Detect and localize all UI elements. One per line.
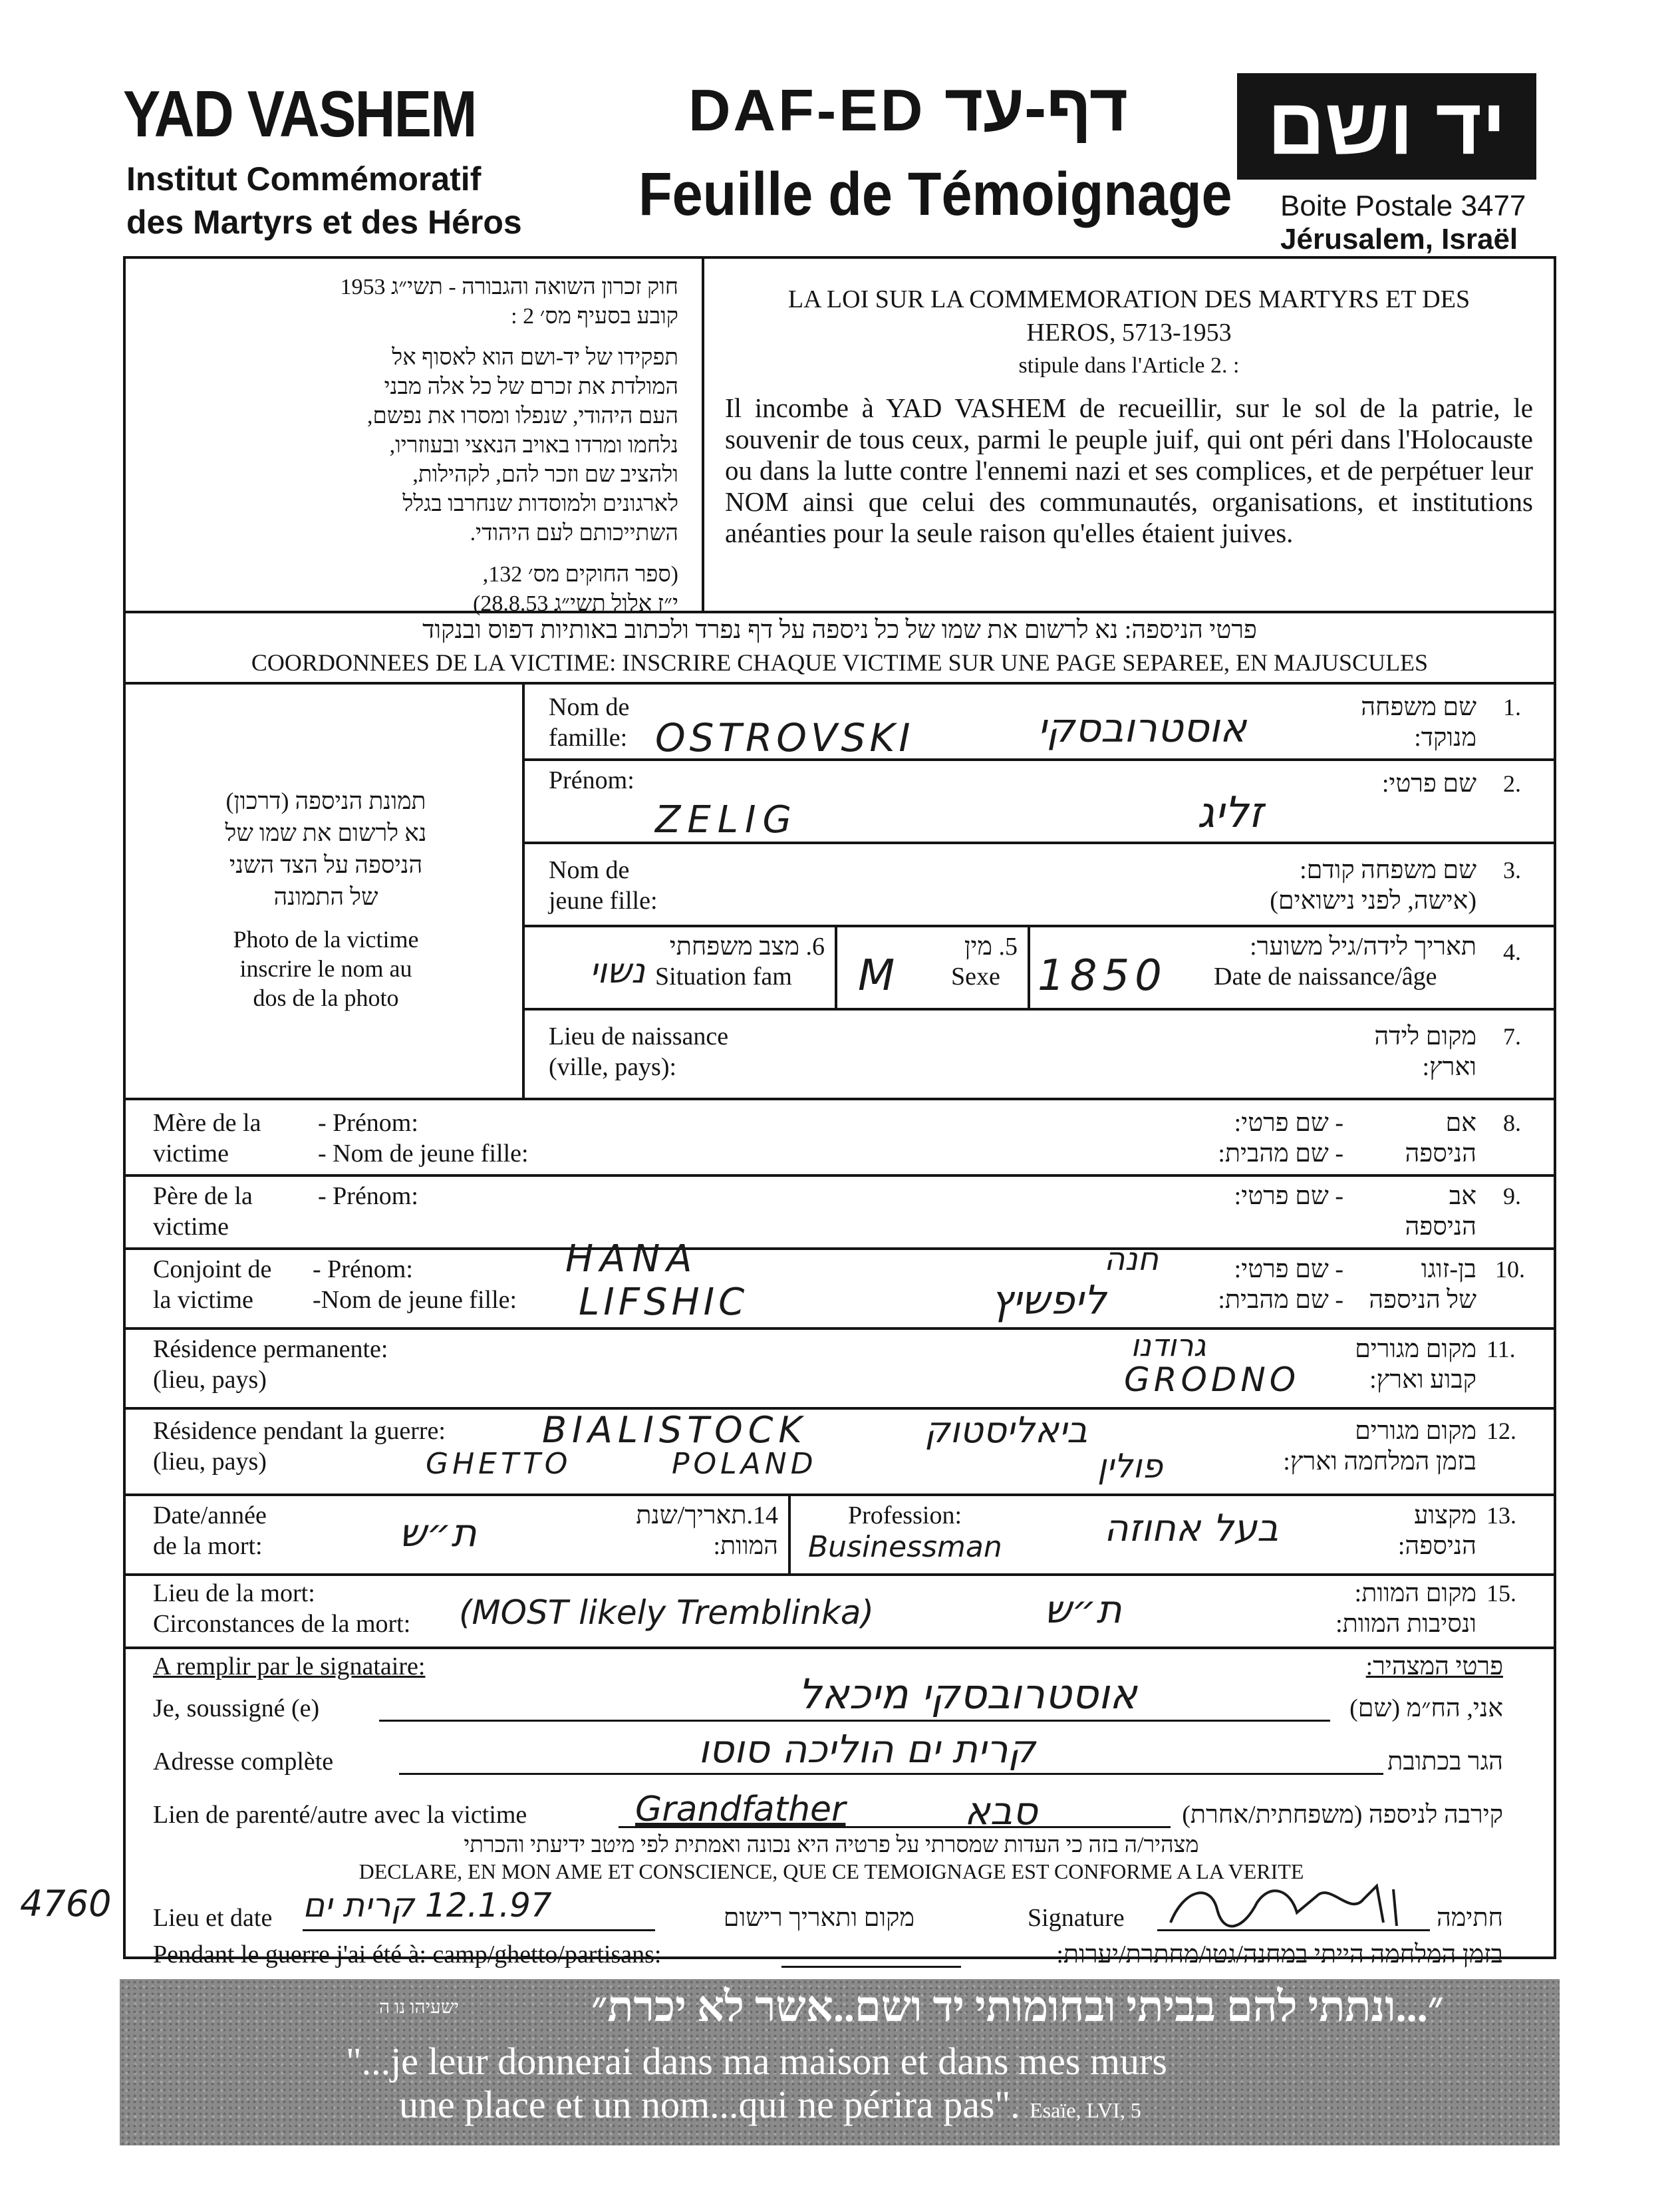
law-he-line: קובע בסעיף מס׳ 2 : (511, 304, 678, 329)
signature-scribble (1157, 1876, 1423, 1936)
sex-label-fr: Sexe (951, 963, 1000, 991)
row-line (123, 1646, 1556, 1649)
maiden-name-label-fr (549, 855, 658, 916)
profession-label-fr: Profession: (848, 1501, 962, 1529)
law-he-line: נלחמו ומרדו באויב הנאצי ובעוזריו, (389, 433, 678, 458)
dob-label-fr: Date de naissance/âge (1214, 963, 1437, 991)
spouse-name-labels-fr (313, 1254, 517, 1315)
law-hebrew-text (140, 273, 678, 619)
place-date-line (303, 1929, 655, 1931)
footer-quote-fr-1: "...je leur donnerai dans ma maison et dans mes murs (346, 2040, 1167, 2083)
war-residence-value-he-country[interactable]: פולין (1097, 1447, 1163, 1486)
war-residence-value-country[interactable]: POLAND (672, 1447, 817, 1481)
law-french-title (715, 283, 1543, 383)
war-residence-value-ghetto[interactable]: GHETTO (426, 1447, 572, 1481)
address-label-fr: Adresse complète (153, 1748, 334, 1776)
relation-label-he: קירבה לניספה (משפחתית/אחרת) (1182, 1801, 1503, 1829)
field-number: 12. (1486, 1418, 1516, 1444)
label-line: מקום מגורים (1355, 1417, 1476, 1445)
label-line: Conjoint de (153, 1255, 272, 1283)
org-subtitle-1: Institut Commémoratif (126, 160, 482, 198)
death-date-label-he (599, 1500, 778, 1561)
law-he-line: העם היהודי, שנפלו ומסרו את נפשם, (367, 404, 678, 428)
mother-label-he (1370, 1108, 1476, 1169)
victim-header-fr: COORDONNEES DE LA VICTIME: INSCRIRE CHAQUE VICTIME SUR UNE PAGE SEPAREE, EN MAJUSCULES (251, 649, 1429, 676)
sex-label-he: 5. מין (964, 933, 1018, 961)
signature-label-fr: Signature (1028, 1904, 1125, 1932)
death-place-label-he (1277, 1578, 1476, 1639)
signer-name-label-fr: Je, soussigné (e) (153, 1694, 320, 1722)
label-line: Circonstances de la mort: (153, 1610, 411, 1638)
spouse-label-fr (153, 1254, 271, 1315)
label-line: - Prénom: (318, 1109, 418, 1137)
label-line: - Prénom: (313, 1255, 413, 1283)
label-line: Nom de (549, 856, 630, 884)
father-label-he (1370, 1181, 1476, 1242)
field-number: 9. (1503, 1183, 1521, 1209)
war-residence-value-city[interactable]: BIALISTOCK (542, 1409, 807, 1451)
address-value[interactable]: קרית ים הוליכה סוסו (698, 1726, 1036, 1772)
field-number: 2. (1503, 770, 1521, 797)
death-date-label-fr (153, 1500, 267, 1561)
profession-value-he[interactable]: בעל אחוזה (1104, 1507, 1279, 1550)
form-code-fr: DAF-ED (688, 77, 926, 143)
spouse-maiden-name-value[interactable]: LIFSHIC (579, 1281, 749, 1324)
row-line (522, 842, 1556, 844)
law-he-line: המולדת את זכרם של כל אלה מבני (384, 375, 678, 399)
label-line: הניספה (1405, 1213, 1476, 1241)
label-line: אב (1449, 1182, 1476, 1210)
footer-ref-fr: Esaïe, LVI, 5 (1030, 2098, 1141, 2122)
label-line: (ville, pays): (549, 1053, 677, 1081)
row-line (123, 1327, 1556, 1330)
relation-value[interactable]: Grandfather (635, 1790, 846, 1829)
father-name-label-fr: - Prénom: (318, 1182, 418, 1210)
field-number: 8. (1503, 1110, 1521, 1136)
father-label-fr (153, 1181, 253, 1242)
death-date-value[interactable]: ת״ש (399, 1510, 477, 1555)
label-line: מקצוע (1414, 1501, 1476, 1529)
sex-value[interactable]: M (858, 951, 895, 1001)
field-number: 10. (1495, 1256, 1525, 1283)
field-number: 3. (1503, 857, 1521, 883)
maiden-name-label-he (1131, 855, 1476, 916)
label-line: קבוע וארץ: (1369, 1366, 1476, 1394)
label-line: victime (153, 1140, 229, 1168)
law-he-line: השתייכותם לעם היהודי. (470, 521, 678, 546)
po-box: Boite Postale 3477 (1280, 190, 1526, 222)
war-residence-label-fr (153, 1416, 446, 1477)
place-date-value[interactable]: 12.1.97 קרית ים (303, 1886, 552, 1925)
row-line (123, 1573, 1556, 1576)
label-line: victime (153, 1213, 229, 1241)
label-line: - שם מהבית: (1218, 1286, 1343, 1314)
law-fr-title-line: stipule dans l'Article 2. : (1018, 353, 1240, 378)
signer-name-line (379, 1720, 1330, 1722)
first-name-value-he[interactable]: זליג (1197, 788, 1264, 838)
label-line: אם (1445, 1109, 1476, 1137)
photo-fr-line: inscrire le nom au (239, 955, 412, 982)
label-line: - Nom de jeune fille: (318, 1140, 529, 1168)
label-line: מקום לידה (1374, 1022, 1476, 1050)
field-number: 4. (1503, 939, 1521, 965)
city: Jérusalem, Israël (1280, 223, 1518, 255)
label-line: מקום המוות: (1354, 1579, 1476, 1607)
war-location-label-fr: Pendant le guerre j'ai été à: camp/ghetto/partisans: (153, 1941, 662, 1968)
war-location-label-he: בזמן המלחמה הייתי במחנה/גטו/מחתרת/יערות: (1056, 1941, 1503, 1968)
dob-label-he: תאריך לידה/גיל משוער: (1250, 933, 1476, 961)
label-line: Mère de la (153, 1109, 261, 1137)
label-line: וארץ: (1422, 1053, 1476, 1081)
label-line: הניספה (1405, 1140, 1476, 1168)
label-line: jeune fille: (549, 887, 658, 915)
label-line: של הניספה (1369, 1286, 1476, 1314)
profession-label-he (1370, 1500, 1476, 1561)
label-line: 14.תאריך/שנת (636, 1501, 778, 1529)
label-line: famille: (549, 724, 628, 752)
first-name-value[interactable]: ZELIG (655, 798, 798, 842)
label-line: Résidence permanente: (153, 1335, 388, 1363)
birthplace-label-fr (549, 1021, 728, 1082)
logo-yad-vashem: יד ושם (1237, 73, 1536, 180)
label-line: Lieu de naissance (549, 1022, 729, 1050)
law-he-line: לארגונים ולמוסדות שנחרבו בגלל (402, 492, 678, 516)
family-name-value[interactable]: OSTROVSKI (655, 715, 914, 760)
footer-quote-fr-2-text: une place et un nom...qui ne périra pas". (399, 2083, 1020, 2126)
mother-label-fr (153, 1108, 261, 1169)
declaration-fr: DECLARE, EN MON AME ET CONSCIENCE, QUE CE TEMOIGNAGE EST CONFORME A LA VERITE (358, 1859, 1304, 1883)
permanent-residence-label-he (1317, 1334, 1476, 1395)
photo-he-line: הניספה על הצד השני (229, 852, 423, 878)
address-line (399, 1773, 1383, 1775)
law-fr-title-line: HEROS, 5713-1953 (1026, 319, 1232, 347)
photo-instructions-fr (166, 925, 486, 1013)
law-he-line: ולהציב שם וזכר להם, לקהילות, (412, 462, 678, 487)
law-he-line: תפקידו של יד-ושם הוא לאסוף אל (392, 345, 678, 370)
org-subtitle-2: des Martyrs et des Héros (126, 204, 522, 241)
marital-status-value[interactable]: נשוי (589, 951, 645, 991)
cell-divider (835, 925, 837, 1008)
label-line: Nom de (549, 693, 630, 721)
row-line (123, 1407, 1556, 1410)
label-line: -Nom de jeune fille: (313, 1286, 517, 1314)
field-number: 7. (1503, 1023, 1521, 1050)
relation-label-fr: Lien de parenté/autre avec la victime (153, 1801, 527, 1829)
spouse-maiden-name-value-he[interactable]: ליפשיץ (991, 1277, 1107, 1324)
footer-ref-he: ישעיהו נו ה (379, 1997, 459, 2018)
label-line: (lieu, pays) (153, 1448, 267, 1476)
law-divider (702, 256, 704, 612)
signature-label-he: חתימה (1436, 1904, 1503, 1932)
war-residence-value-he-city[interactable]: ביאליסטוק (924, 1409, 1088, 1451)
law-he-line: (ספר החוקים מס׳ 132, (482, 562, 678, 587)
field-number: 11. (1486, 1336, 1516, 1362)
signer-section-title: A remplir par le signataire: (153, 1652, 426, 1680)
photo-fr-line: dos de la photo (253, 985, 399, 1011)
dob-value[interactable]: 1850 (1038, 951, 1167, 1001)
father-name-label-he: - שם פרטי: (1234, 1182, 1343, 1210)
photo-instructions-he (166, 785, 486, 913)
law-fr-title-line: LA LOI SUR LA COMMEMORATION DES MARTYRS ET DES (787, 285, 1470, 313)
form-title: Feuille de Témoignage (638, 160, 1232, 228)
cell-divider (788, 1493, 791, 1573)
field-number: 13. (1486, 1502, 1516, 1529)
label-line: Résidence pendant la guerre: (153, 1417, 446, 1445)
label-line: ונסיבות המוות: (1335, 1610, 1476, 1638)
margin-number: 4760 (20, 1883, 112, 1925)
law-he-line: חוק זכרון השואה והגבורה - תשי״ג 1953 (340, 275, 678, 299)
label-line: הניספה: (1397, 1532, 1476, 1560)
org-name: YAD VASHEM (123, 77, 476, 150)
address-label-he: הגר בכתובת (1387, 1748, 1503, 1776)
cell-divider (1028, 925, 1030, 1008)
war-location-line (781, 1966, 961, 1968)
permanent-residence-label-fr (153, 1334, 388, 1395)
label-line: de la mort: (153, 1532, 263, 1560)
photo-he-line: נא לרשום את שמו של (225, 820, 427, 846)
label-line: מנוקד: (1414, 724, 1476, 752)
declaration-he: מצהיר/ה בזה כי העדות שמסרתי על פרטיה היא נכונה ואמתית לפי מיטב ידיעתי והכרתי (464, 1833, 1199, 1857)
photo-he-line: של התמונה (273, 883, 378, 910)
family-name-label-fr (549, 692, 629, 753)
label-line: המוות: (713, 1532, 778, 1560)
field-number: 1. (1503, 694, 1521, 720)
place-date-label-fr: Lieu et date (153, 1904, 273, 1932)
field-number: 15. (1486, 1580, 1516, 1607)
law-he-line: י״ז אלול תשי״ג 28.8.53) (473, 591, 678, 616)
birthplace-label-he (1317, 1021, 1476, 1082)
label-line: מקום מגורים (1355, 1335, 1476, 1363)
relation-value-he[interactable]: סבא (964, 1788, 1038, 1833)
spouse-first-name-value-he[interactable]: חנה (1104, 1241, 1159, 1278)
footer-quote-he: ״...ונתתי להם בביתי ובחומותי יד ושם..אשר לא יכרת״ (591, 1983, 1444, 2030)
family-name-value-he[interactable]: אוסטרובסקי (1038, 705, 1247, 752)
signer-name-value[interactable]: אוסטרובסקי מיכאל (798, 1670, 1137, 1718)
place-date-label-he: מקום ותאריך רישום (723, 1904, 914, 1932)
death-place-value-he[interactable]: ת״ש (1044, 1587, 1122, 1632)
label-line: - שם פרטי: (1234, 1255, 1343, 1283)
row-line (522, 925, 1556, 927)
photo-fr-line: Photo de la victime (233, 926, 419, 953)
form-code-he: דף-עד (944, 71, 1129, 145)
signer-name-label-he: אני, הח״מ (שם) (1349, 1694, 1503, 1722)
mother-name-labels-fr (318, 1108, 529, 1169)
row-line (123, 1247, 1556, 1250)
mother-name-labels-he (1131, 1108, 1343, 1169)
permanent-residence-value[interactable]: GRODNO (1124, 1360, 1300, 1399)
label-line: - שם מהבית: (1218, 1140, 1343, 1168)
photo-divider (522, 682, 525, 1098)
label-line: - שם פרטי: (1234, 1109, 1343, 1137)
label-line: (lieu, pays) (153, 1366, 267, 1394)
first-name-label-fr: Prénom: (549, 766, 634, 794)
label-line: בן-זוגו (1421, 1255, 1476, 1283)
label-line: Père de la (153, 1182, 253, 1210)
label-line: Lieu de la mort: (153, 1579, 315, 1607)
spouse-first-name-value[interactable]: HANA (565, 1237, 699, 1281)
label-line: la victime (153, 1286, 253, 1314)
marital-status-label-fr: Situation fam (655, 963, 792, 991)
death-place-label-fr (153, 1578, 410, 1639)
row-line (123, 1493, 1556, 1496)
law-french-body: Il incombe à YAD VASHEM de recueillir, sur le sol de la patrie, le souvenir de tous ceux, parmi le peuple juif, qui ont péri dans l'Holocauste ou dans la lutte contre l'ennemi nazi et ses complices, et de perpétuer leur NOM ainsi que celui des communautés, organisations, et institutions anéanties pour la seule raison qu'elles étaient juives. (725, 392, 1533, 548)
war-residence-label-he (1237, 1416, 1476, 1477)
first-name-label-he: שם פרטי: (1381, 770, 1476, 798)
row-line (522, 1008, 1556, 1011)
photo-he-line: תמונת הניספה (דרכון) (225, 788, 426, 814)
label-line: Date/année (153, 1501, 267, 1529)
signer-section-title-he: פרטי המצהיר: (1365, 1652, 1503, 1680)
label-line: שם משפחה (1361, 693, 1476, 721)
label-line: שם משפחה קודם: (1300, 856, 1476, 884)
label-line: בזמן המלחמה וארץ: (1283, 1448, 1476, 1476)
row-line (123, 1098, 1556, 1100)
marital-status-label-he: 6. מצב משפחתי (669, 933, 825, 961)
death-circumstances-value[interactable]: (MOST likely Tremblinka) (459, 1593, 875, 1632)
row-line (123, 1174, 1556, 1177)
spouse-label-he (1350, 1254, 1476, 1315)
victim-header-he: פרטי הניספה: נא לרשום את שמו של כל ניספה על דף נפרד ולכתוב באותיות דפוס ובנקוד (422, 616, 1257, 644)
profession-value[interactable]: Businessman (808, 1530, 1002, 1564)
label-line: (אישה, לפני נישואים) (1270, 887, 1476, 915)
permanent-residence-value-he[interactable]: גרודנו (1131, 1327, 1206, 1363)
footer-quote-fr-2 (399, 2082, 1141, 2127)
victim-header-line (123, 682, 1556, 685)
